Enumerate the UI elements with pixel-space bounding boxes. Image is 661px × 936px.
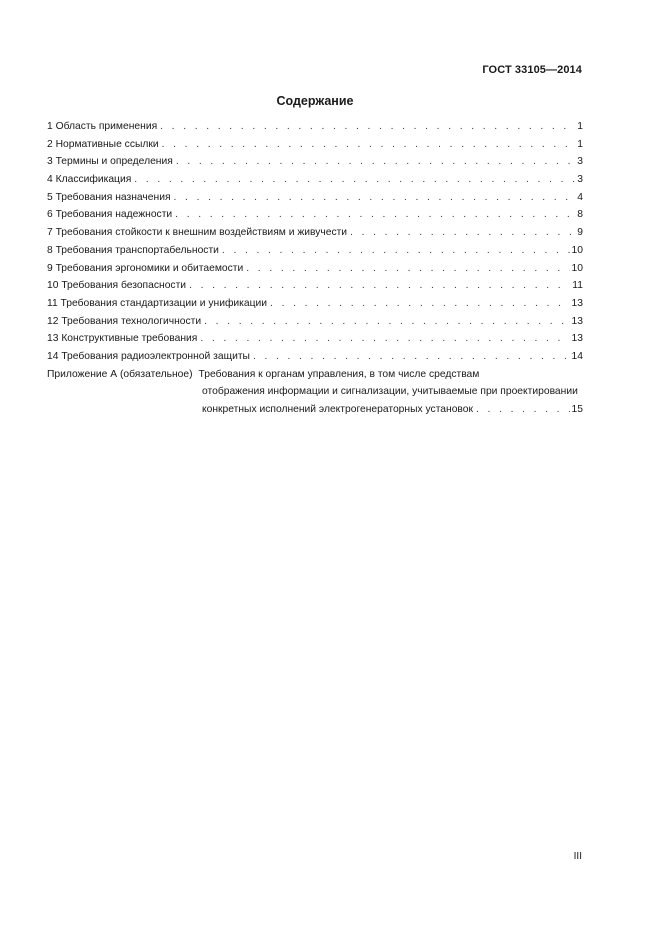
toc-entry[interactable] [47,333,583,351]
toc-entry-label: 12 Требования технологичности [47,315,202,327]
appendix-page-number: 15 [571,404,583,415]
toc-entry-label: 5 Требования назначения [47,191,171,203]
toc-title: Содержание [276,94,354,108]
document-code: ГОСТ 33105—2014 [482,64,582,76]
page-number: III [573,851,582,862]
toc-entry-label: 14 Требования радиоэлектронной защиты [47,350,250,362]
toc-entry-page-number: 3 [577,174,583,186]
toc-entry-page-number: 1 [577,138,583,150]
leader-dots [222,245,570,256]
toc-entry-label: 4 Классификация [47,174,132,186]
toc-entry[interactable] [47,227,583,245]
toc-entry-label: 10 Требования безопасности [47,280,187,292]
toc-entry-page-number: 11 [572,280,583,292]
toc-entry[interactable] [47,209,583,227]
toc-entry-page-number: 14 [571,350,583,362]
toc-entry-page-number: 4 [577,191,583,203]
toc-entry-label: 7 Требования стойкости к внешним воздействиям и живучести [47,227,348,239]
toc-entry-label: 13 Конструктивные требования [47,333,198,345]
toc-entry-page-number: 9 [577,227,583,239]
toc-entry[interactable] [47,298,583,316]
toc-entry[interactable] [47,263,583,281]
toc-entry-page-number: 10 [571,262,583,274]
toc-entry-label: 1 Область применения [47,121,158,132]
toc-entry-label: 2 Нормативные ссылки [47,138,159,150]
leader-dots [134,174,575,185]
toc-entry[interactable] [47,280,583,298]
toc-entry-page-number: 10 [571,244,583,256]
leader-dots [175,209,575,220]
leader-dots [204,316,569,327]
toc-appendix-entry[interactable] [47,369,583,422]
toc-entry[interactable] [47,139,583,157]
toc-entry[interactable] [47,316,583,334]
leader-dots [476,404,570,415]
toc-entry[interactable] [47,245,583,263]
toc-entry-label: 6 Требования надежности [47,209,173,221]
leader-dots [162,139,576,150]
leader-dots [160,121,575,132]
leader-dots [176,156,575,167]
toc-entry-label: 8 Требования транспортабельности [47,244,219,256]
toc-entry[interactable] [47,192,583,210]
toc-entry-page-number: 3 [577,156,583,168]
leader-dots [350,227,575,238]
toc-entry[interactable] [47,351,583,369]
toc-entry-page-number: 8 [577,209,583,221]
leader-dots [253,351,570,362]
leader-dots [246,263,569,274]
toc-entries [47,121,583,369]
appendix-title-line-3: конкретных исполнений электрогенераторных установок [202,404,474,415]
leader-dots [200,333,569,344]
toc-entry-page-number: 13 [571,315,583,327]
toc-entry-page-number: 13 [571,297,583,309]
toc-entry-page-number: 13 [571,333,583,345]
appendix-prefix: Приложение А (обязательное) [47,368,193,380]
table-of-contents [47,121,583,422]
leader-dots [174,192,576,203]
appendix-title-line-2: отображения информации и сигнализации, учитываемые при проектировании [202,386,578,398]
toc-entry[interactable] [47,121,583,139]
leader-dots [189,280,570,291]
toc-entry-page-number: 1 [577,121,583,132]
appendix-title-line-1: Требования к органам управления, в том числе средствам [198,368,480,380]
leader-dots [270,298,569,309]
toc-entry-label: 3 Термины и определения [47,156,173,168]
toc-entry[interactable] [47,174,583,192]
toc-entry-label: 11 Требования стандартизации и унификации [47,297,268,309]
toc-entry-label: 9 Требования эргономики и обитаемости [47,262,244,274]
toc-entry[interactable] [47,156,583,174]
